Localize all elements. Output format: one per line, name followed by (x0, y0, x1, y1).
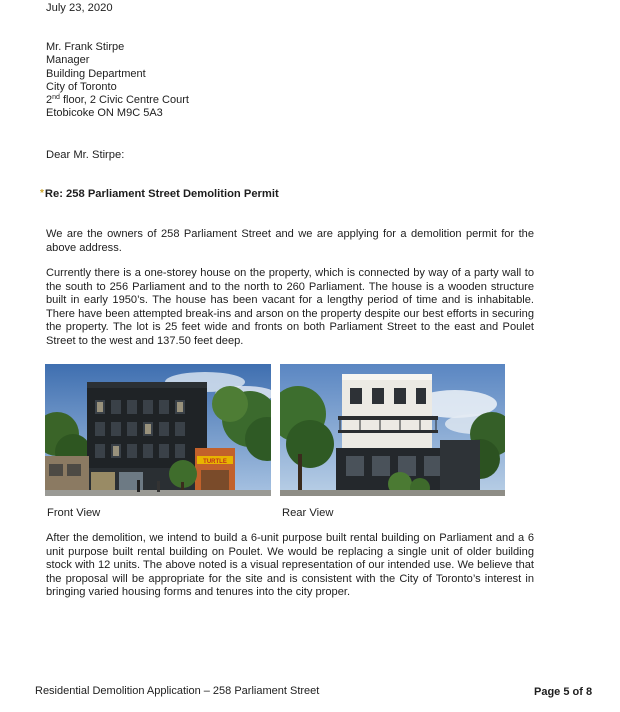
recipient-name: Mr. Frank Stirpe (46, 41, 125, 53)
subject-text: Re: 258 Parliament Street Demolition Permit (44, 188, 279, 200)
front-sign-text: TURTLE (203, 459, 227, 465)
subject-line (40, 188, 279, 200)
street-line: floor, 2 Civic Centre Court (59, 94, 189, 107)
floor-number: 2 (46, 94, 53, 107)
subject-mark: * (40, 188, 44, 199)
floor-ordinal: nd (52, 94, 60, 102)
salutation: Dear Mr. Stirpe: (46, 149, 125, 161)
paragraph-property: Currently there is a one-storey house on the property, which is connected by way of a party wall to the south to 256 Parliament and to the north to 260 Parliament. The house is a wooden structure built in early 1950’s. The house has been vacant for a lengthy period of time and is inhabitable. There have been attempted break-ins and arson on the property despite our best efforts in securing the property. The lot is 25 feet wide and fronts on both Parliament Street to the east and Poulet Street to the west and 137.50 feet deep. (46, 267, 534, 347)
recipient-address (46, 41, 189, 121)
paragraph-intro: We are the owners of 258 Parliament Street and we are applying for a demolition permit for the above address. (46, 228, 534, 254)
footer-document-title: Residential Demolition Application – 258 Parliament Street (35, 685, 320, 697)
recipient-street (46, 94, 189, 107)
letter-date: July 23, 2020 (46, 2, 113, 14)
front-view-image (45, 364, 271, 496)
recipient-organization: City of Toronto (46, 80, 117, 93)
rear-view-image (280, 364, 505, 496)
recipient-department: Building Department (46, 67, 146, 80)
recipient-city: Etobicoke ON M9C 5A3 (46, 107, 163, 120)
recipient-title: Manager (46, 54, 90, 67)
front-view-caption: Front View (47, 507, 101, 519)
footer-page-number: Page 5 of 8 (534, 686, 593, 698)
paragraph-proposal: After the demolition, we intend to build a 6-unit purpose built rental building on Parliament and a 6 unit purpose built rental building on Poulet. We would be replacing a single unit of older building stock with 12 units. The above noted is a visual representation of our intended use. We believe that the proposal will be appropriate for the site and is consistent with the City of Toronto’s interest in bringing varied housing forms and tenures into the city proper. (46, 532, 534, 599)
rear-view-caption: Rear View (282, 507, 334, 519)
